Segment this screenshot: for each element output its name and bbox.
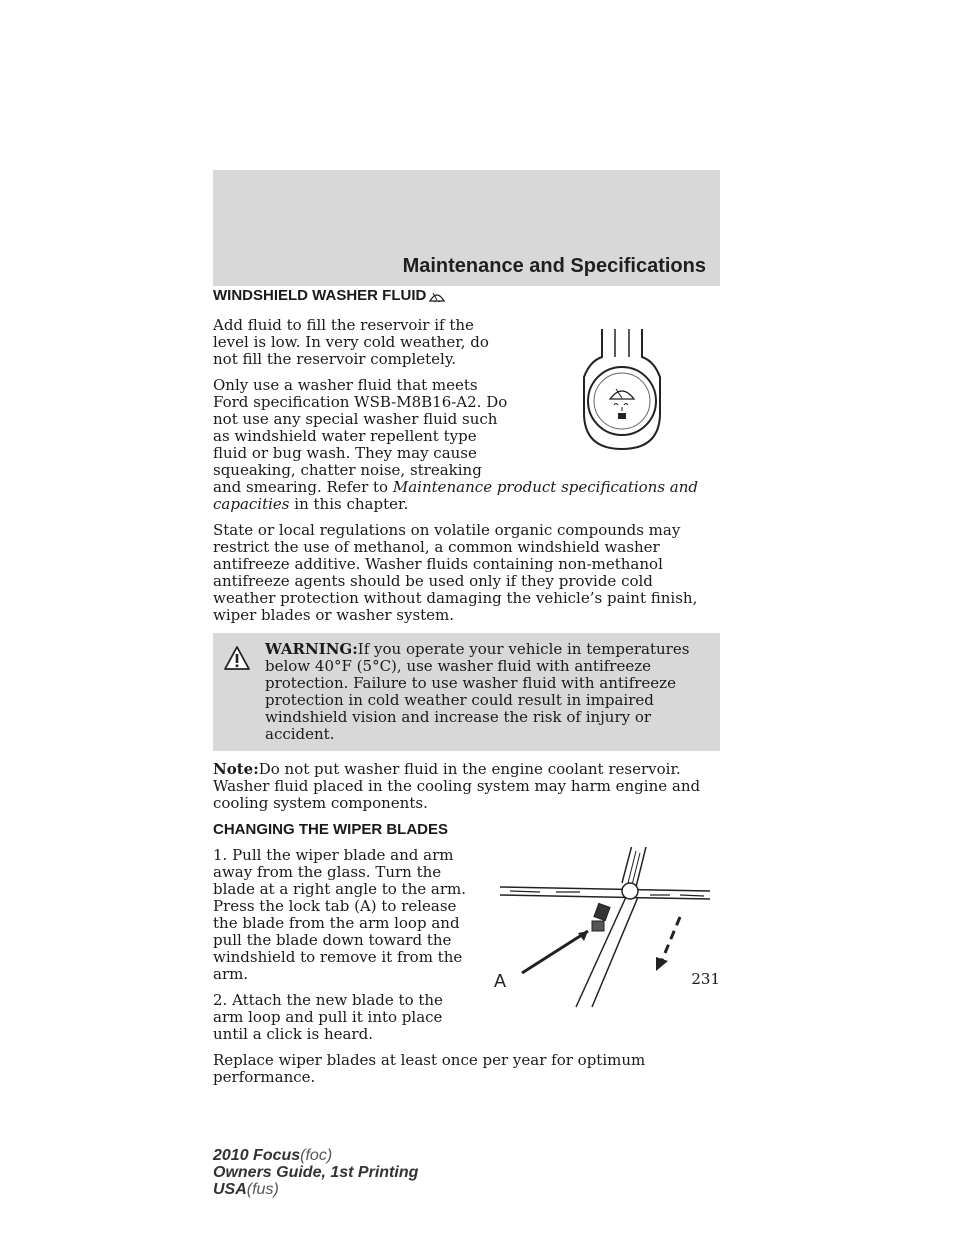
warning-text [219,641,714,743]
warning-triangle-icon [223,645,251,675]
wiper-step-1: 1. Pull the wiper blade and arm away from the glass. Turn the blade at a right angle to the arm. Press the lock tab (A) to release the blade from the arm loop and pull the blade down toward the windshield to remove it from the arm. [213,846,466,983]
washer-reservoir-cap-figure [520,317,720,467]
footer-market-code: (fus) [246,1181,279,1198]
footer-line-3 [213,1181,418,1198]
washer-paragraph-2-text: Only use a washer fluid that meets Ford specification WSB-M8B16-A2. Do not use any special washer fluid such as windshield water repellent type fluid or bug wash. They may cause squeaking, chatter noise, streaking and smearing. Refer to [213,376,508,496]
warning-box [213,633,720,751]
note-label: Note: [213,760,259,778]
washer-paragraph-1: Add fluid to fill the reservoir if the level is low. In very cold weather, do not fill the reservoir completely. [213,316,489,368]
section-title: Maintenance and Specifications [402,255,706,277]
footer-line-1 [213,1147,418,1164]
footer-line-2: Owners Guide, 1st Printing [213,1164,419,1181]
washer-fluid-heading [213,287,720,308]
page-number: 231 [691,970,720,988]
wiper-step-2: 2. Attach the new blade to the arm loop and pull it into place until a click is heard. [213,991,443,1043]
footer-model: 2010 Focus [213,1147,301,1164]
wiper-blade-figure [480,847,720,1017]
washer-paragraph-3: State or local regulations on volatile organic compounds may restrict the use of methanol, a common windshield washer antifreeze additive. Washer fluids containing non-methanol antifreeze agents should be used only if they provide cold weather protection without damaging the vehicle’s paint finish, wiper blades or washer system. [213,521,698,624]
warning-label: WARNING: [265,640,358,658]
section-header-band [213,170,720,286]
washer-fluid-symbol-icon [428,288,446,308]
note-text: Do not put washer fluid in the engine coolant reservoir. Washer fluid placed in the cooling system may harm engine and cooling system components. [213,760,701,812]
footer-model-code: (foc) [300,1147,333,1164]
warning-body: If you operate your vehicle in temperatures below 40°F (5°C), use washer fluid with antifreeze protection. Failure to use washer fluid with antifreeze protection in cold weather could result in impaired windshield vision and increase the risk of injury or accident. [265,640,690,743]
wiper-blades-heading: CHANGING THE WIPER BLADES [213,821,449,838]
lock-tab-label: A [494,971,507,991]
wiper-replace-note: Replace wiper blades at least once per year for optimum performance. [213,1051,646,1086]
capacities-reference: Maintenance product specifications and capacities [213,478,699,513]
footer-print-info [213,1147,418,1198]
washer-fluid-heading-text: WINDSHIELD WASHER FLUID [213,287,427,304]
footer-market: USA [213,1181,247,1198]
washer-paragraph-2-end: in this chapter. [294,495,409,513]
page-content [213,287,720,1095]
note-paragraph [213,761,720,812]
